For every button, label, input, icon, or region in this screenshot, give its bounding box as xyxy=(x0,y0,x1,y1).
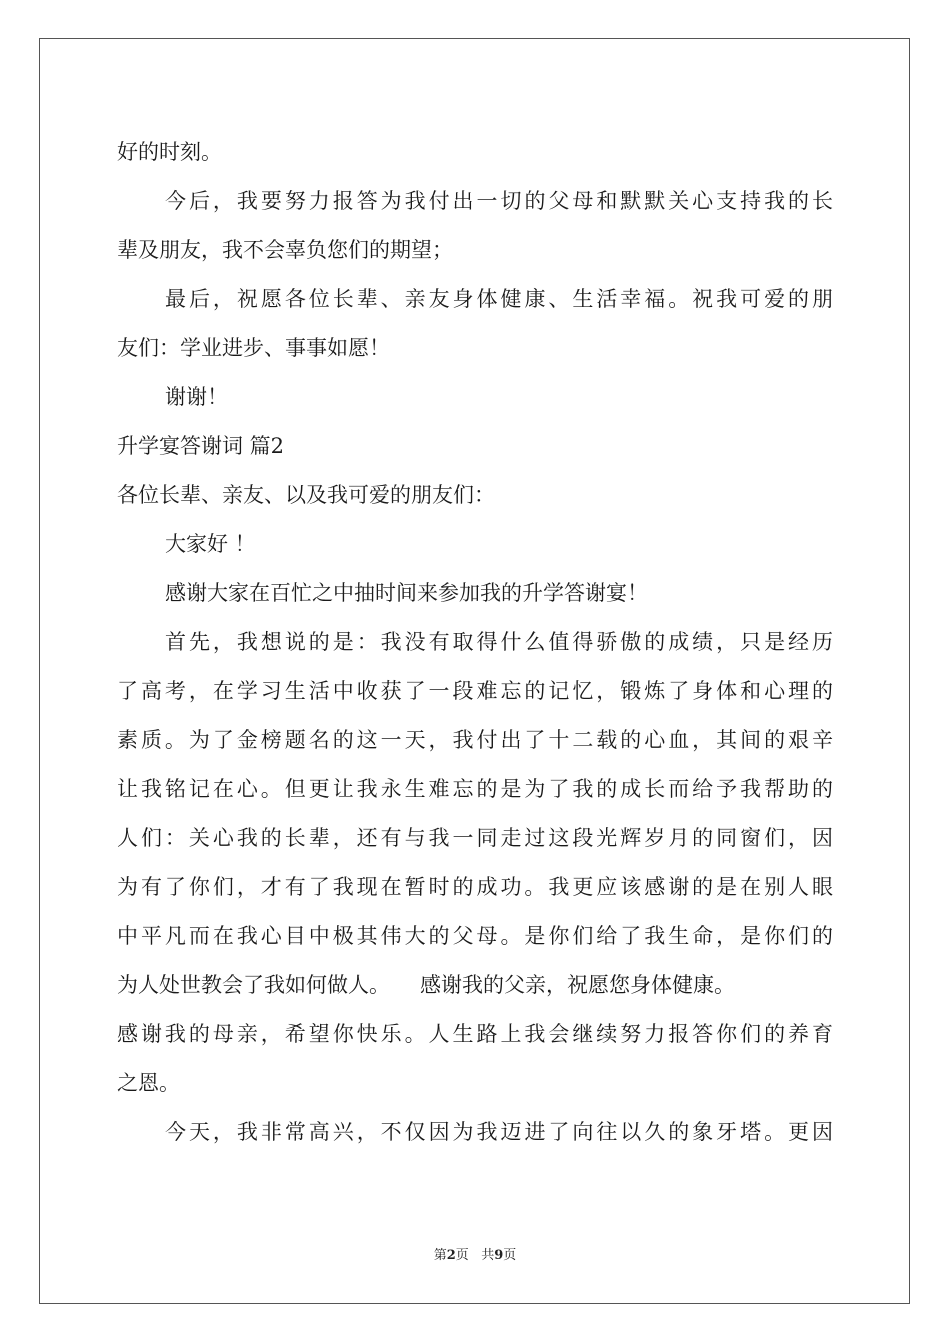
salutation: 各位长辈、亲友、以及我可爱的朋友们： xyxy=(117,483,495,507)
document-body xyxy=(117,128,833,1157)
text-line: 人们：关心我的长辈，还有与我一同走过这段光辉岁月的同窗们，因 xyxy=(117,826,833,850)
text-line: 友们：学业进步、事事如愿！ xyxy=(117,336,390,360)
page-footer xyxy=(0,1248,950,1264)
text-line: 感谢我的母亲，希望你快乐。人生路上我会继续努力报答你们的养育 xyxy=(117,1022,833,1046)
text-line: 中平凡而在我心目中极其伟大的父母。是你们给了我生命，是你们的 xyxy=(117,924,833,948)
total-label-suffix: 页 xyxy=(503,1248,517,1263)
text-line: 之恩。 xyxy=(117,1071,180,1095)
text-line: 了高考，在学习生活中收获了一段难忘的记忆，锻炼了身体和心理的 xyxy=(117,679,833,703)
text-line: 今后，我要努力报答为我付出一切的父母和默默关心支持我的长 xyxy=(165,189,833,213)
page-label-prefix: 第 xyxy=(433,1248,447,1263)
total-label-prefix: 共 xyxy=(481,1248,495,1263)
page-label-suffix: 页 xyxy=(455,1248,469,1263)
page-number: 2 xyxy=(446,1248,456,1263)
text-line: 好的时刻。 xyxy=(117,140,222,164)
text-line: 今天，我非常高兴，不仅因为我迈进了向往以久的象牙塔。更因 xyxy=(165,1120,833,1144)
text-line xyxy=(117,961,833,1010)
text-line: 让我铭记在心。但更让我永生难忘的是为了我的成长而给予我帮助的 xyxy=(117,777,833,801)
text-segment: 为人处世教会了我如何做人。 xyxy=(117,973,390,997)
text-line: 首先，我想说的是：我没有取得什么值得骄傲的成绩，只是经历 xyxy=(165,630,833,654)
text-line: 感谢大家在百忙之中抽时间来参加我的升学答谢宴！ xyxy=(165,581,648,605)
text-line: 最后，祝愿各位长辈、亲友身体健康、生活幸福。祝我可爱的朋 xyxy=(165,287,833,311)
section-heading: 升学宴答谢词 篇2 xyxy=(117,434,285,458)
text-line: 为有了你们，才有了我现在暂时的成功。我更应该感谢的是在别人眼 xyxy=(117,875,833,899)
text-segment: 感谢我的父亲，祝愿您身体健康。 xyxy=(420,973,735,997)
text-line: 谢谢！ xyxy=(165,385,228,409)
text-line: 素质。为了金榜题名的这一天，我付出了十二载的心血，其间的艰辛 xyxy=(117,728,833,752)
greeting: 大家好 ！ xyxy=(165,532,256,556)
total-pages: 9 xyxy=(494,1248,504,1263)
text-line: 辈及朋友，我不会辜负您们的期望； xyxy=(117,238,453,262)
